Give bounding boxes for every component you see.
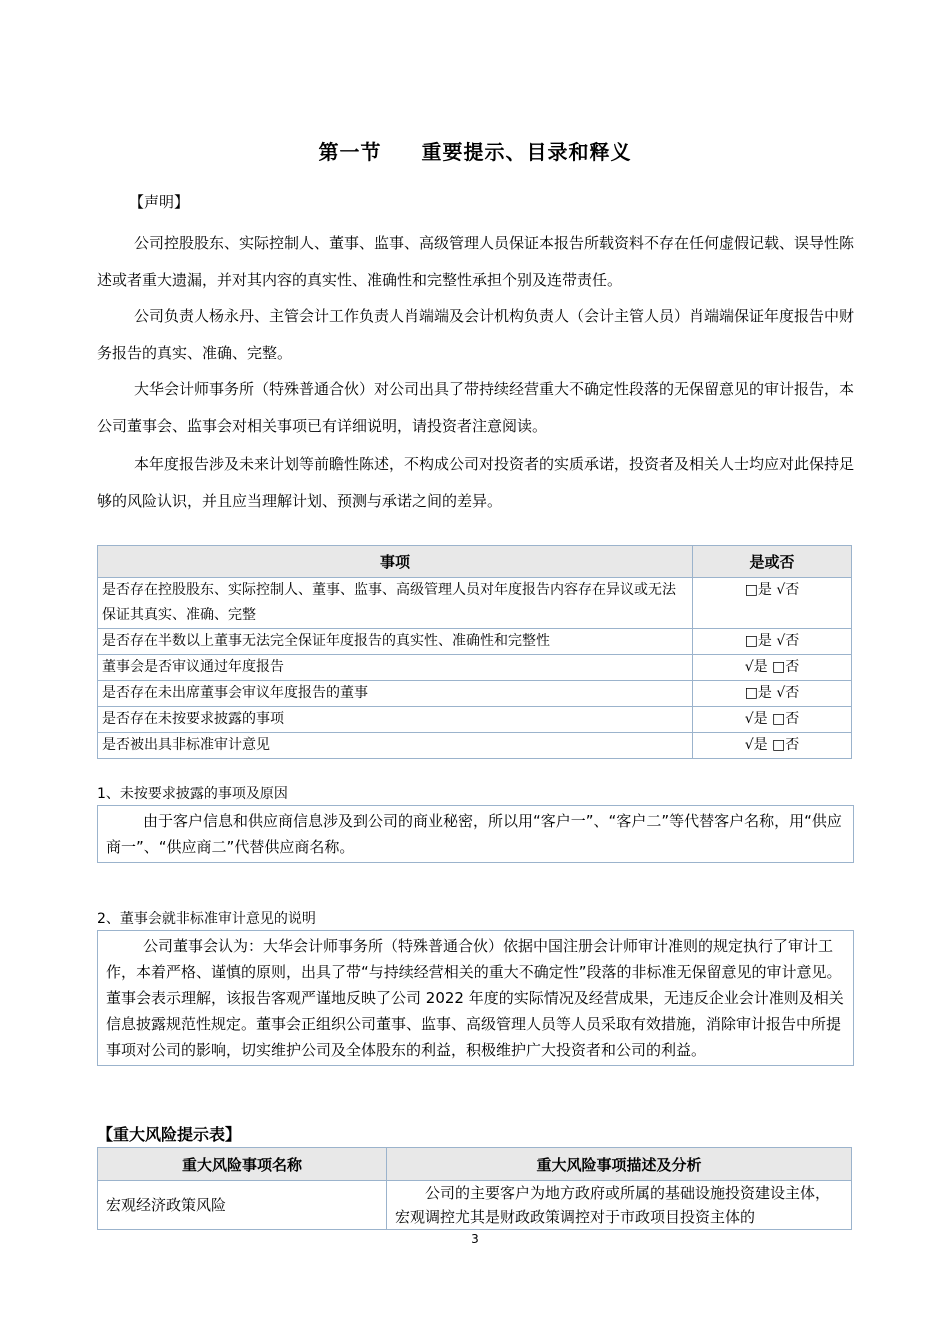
table-row	[98, 578, 852, 629]
declaration-paragraph: 公司负责人杨永丹、主管会计工作负责人肖端端及会计机构负责人（会计主管人员）肖端端保证年度报告中财务报告的真实、准确、完整。	[97, 307, 855, 362]
table-row	[98, 629, 852, 655]
declaration-paragraph: 大华会计师事务所（特殊普通合伙）对公司出具了带持续经营重大不确定性段落的无保留意见的审计报告，本公司董事会、监事会对相关事项已有详细说明，请投资者注意阅读。	[97, 380, 855, 435]
page-title	[0, 136, 950, 165]
section-number: 第一节	[318, 140, 382, 164]
answer-cell: □是 √否	[693, 681, 852, 707]
table-row	[98, 655, 852, 681]
answer-cell: □是 √否	[693, 629, 852, 655]
items-table-header	[98, 546, 852, 578]
item-cell: 是否被出具非标准审计意见	[98, 733, 693, 759]
section2-box: 公司董事会认为：大华会计师事务所（特殊普通合伙）依据中国注册会计师审计准则的规定执行了审计工作，本着严格、谨慎的原则，出具了带“与持续经营相关的重大不确定性”段落的非标准无保留意见的审计意见。董事会表示理解，该报告客观严谨地反映了公司 2022 年度的实际情况及经营成果，无违反企业会计准则及相关信息披露规范性规定。董事会正组织公司董事、监事、高级管理人员等人员采取有效措施，消除审计报告中所提事项对公司的影响，切实维护公司及全体股东的利益，积极维护广大投资者和公司的利益。	[97, 930, 854, 1066]
item-cell: 是否存在半数以上董事无法完全保证年度报告的真实性、准确性和完整性	[98, 629, 693, 655]
column-header-risk-description: 重大风险事项描述及分析	[387, 1148, 852, 1181]
table-row	[98, 733, 852, 759]
item-cell: 是否存在未出席董事会审议年度报告的董事	[98, 681, 693, 707]
risk-description-cell: 公司的主要客户为地方政府或所属的基础设施投资建设主体，宏观调控尤其是财政政策调控对于市政项目投资主体的	[387, 1181, 852, 1230]
declaration-paragraph: 公司控股股东、实际控制人、董事、监事、高级管理人员保证本报告所载资料不存在任何虚假记载、误导性陈述或者重大遗漏，并对其内容的真实性、准确性和完整性承担个别及连带责任。	[97, 234, 855, 289]
answer-cell: √是 □否	[693, 733, 852, 759]
table-row	[98, 707, 852, 733]
declaration-paragraph: 本年度报告涉及未来计划等前瞻性陈述，不构成公司对投资者的实质承诺，投资者及相关人士均应对此保持足够的风险认识，并且应当理解计划、预测与承诺之间的差异。	[97, 455, 855, 510]
page-number: 3	[471, 1232, 479, 1246]
risk-table-title: 【重大风险提示表】	[97, 1125, 242, 1144]
answer-cell: □是 √否	[693, 578, 852, 629]
answer-cell: √是 □否	[693, 655, 852, 681]
answer-cell: √是 □否	[693, 707, 852, 733]
item-cell: 是否存在控股股东、实际控制人、董事、监事、高级管理人员对年度报告内容存在异议或无法保证其真实、准确、完整	[98, 578, 693, 629]
section1-box: 由于客户信息和供应商信息涉及到公司的商业秘密，所以用“客户一”、“客户二”等代替客户名称，用“供应商一”、“供应商二”代替供应商名称。	[97, 805, 854, 863]
risk-table	[97, 1147, 852, 1230]
risk-table-header	[98, 1148, 852, 1181]
section2-label: 2、董事会就非标准审计意见的说明	[97, 911, 316, 927]
column-header-answer: 是或否	[693, 546, 852, 578]
item-cell: 董事会是否审议通过年度报告	[98, 655, 693, 681]
table-row	[98, 1181, 852, 1230]
item-cell: 是否存在未按要求披露的事项	[98, 707, 693, 733]
section1-label: 1、未按要求披露的事项及原因	[97, 786, 288, 802]
items-table	[97, 545, 852, 759]
risk-name-cell: 宏观经济政策风险	[98, 1181, 387, 1230]
column-header-risk-name: 重大风险事项名称	[98, 1148, 387, 1181]
column-header-item: 事项	[98, 546, 693, 578]
table-row	[98, 681, 852, 707]
section-title: 重要提示、目录和释义	[421, 140, 632, 164]
declaration-heading: 【声明】	[129, 193, 190, 211]
